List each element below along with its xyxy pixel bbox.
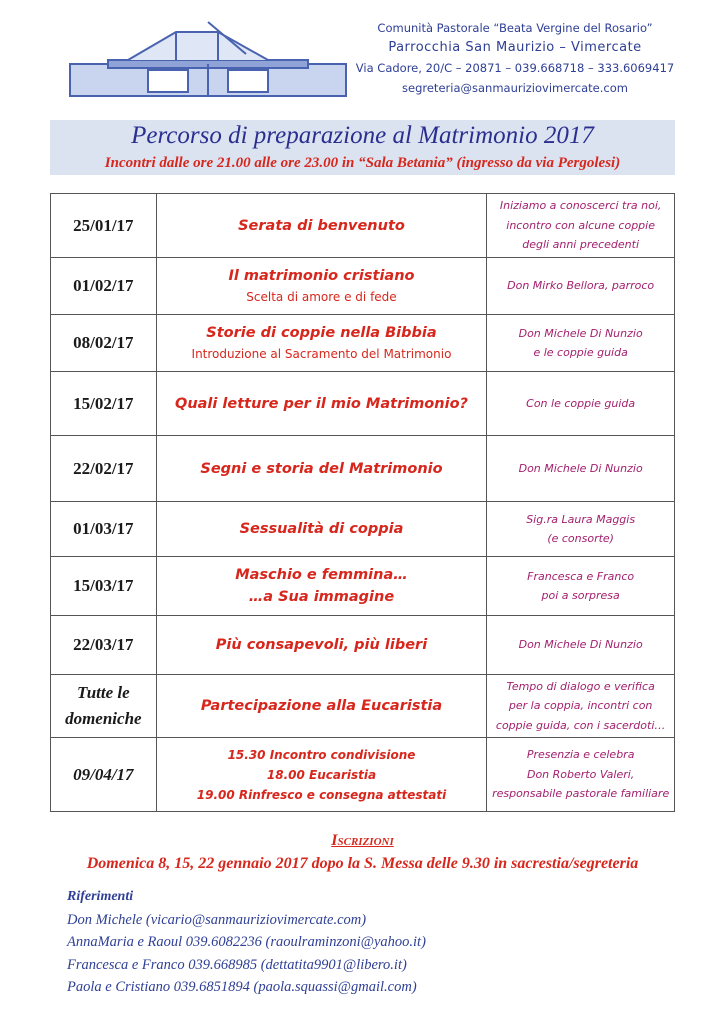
topic-title: Segni e storia del Matrimonio (200, 460, 443, 477)
topic-title: Serata di benvenuto (238, 217, 405, 234)
row-topic (156, 194, 487, 258)
date-line: domeniche (65, 709, 142, 728)
table-row (51, 502, 675, 557)
reference-item[interactable]: Don Michele (vicario@sanmauriziovimercate.com) (67, 911, 367, 928)
program-line: 15.30 Incontro condivisione (227, 747, 416, 762)
topic-title: Quali letture per il mio Matrimonio? (175, 395, 468, 412)
row-speaker (487, 372, 675, 436)
row-topic (156, 315, 487, 372)
row-date: 25/01/17 (51, 194, 157, 258)
row-speaker (487, 315, 675, 372)
speaker-line: incontro con alcune coppie (506, 218, 655, 232)
speaker-line: Don Michele Di Nunzio (518, 326, 643, 340)
speaker-line: responsabile pastorale familiare (492, 787, 670, 801)
parish-address: Via Cadore, 20/C – 20871 – 039.668718 – 333.6069417 (355, 61, 675, 75)
reference-item[interactable]: Paola e Cristiano 039.6851894 (paola.squassi@gmail.com) (67, 979, 417, 995)
table-row (51, 372, 675, 436)
table-row (51, 738, 675, 812)
row-date: 01/02/17 (51, 258, 157, 315)
row-date: 22/02/17 (51, 436, 157, 502)
registration-section (50, 829, 675, 875)
table-row (51, 258, 675, 315)
table-row (51, 315, 675, 372)
row-speaker (487, 258, 675, 315)
row-date: 08/02/17 (51, 315, 157, 372)
row-topic (156, 436, 487, 502)
topic-title: Sessualità di coppia (239, 521, 404, 537)
reference-item[interactable]: Francesca e Franco 039.668985 (dettatita9901@libero.it) (67, 956, 407, 973)
row-speaker (487, 738, 675, 812)
speaker-line: Don Mirko Bellora, parroco (507, 279, 655, 293)
church-logo (68, 14, 348, 100)
row-topic (156, 502, 487, 557)
speaker-line: coppie guida, con i sacerdoti… (495, 718, 666, 732)
table-row (51, 557, 675, 616)
table-row (51, 616, 675, 675)
row-topic (156, 616, 487, 675)
row-speaker (487, 616, 675, 675)
speaker-line: e le coppie guida (533, 346, 628, 359)
speaker-line: degli anni precedenti (522, 238, 640, 252)
speaker-line: (e consorte) (547, 532, 614, 545)
table-row (51, 675, 675, 738)
references-title: Riferimenti (67, 889, 134, 904)
speaker-line: Tempo di dialogo e verifica (506, 679, 655, 693)
row-date: 15/03/17 (51, 557, 157, 616)
program-line: 18.00 Eucaristia (266, 767, 377, 782)
topic-title: Il matrimonio cristiano (228, 268, 415, 284)
topic-title: Maschio e femmina… (235, 567, 408, 583)
speaker-line: Don Roberto Valeri, (526, 767, 635, 781)
speaker-line: Iniziamo a conoscerci tra noi, (499, 199, 662, 213)
speaker-line: poi a sorpresa (541, 589, 620, 602)
row-topic (156, 675, 487, 738)
speaker-line: Don Michele Di Nunzio (518, 461, 643, 475)
reference-item[interactable]: AnnaMaria e Raoul 039.6082236 (raoulraminzoni@yahoo.it) (67, 934, 426, 950)
topic-title-2: …a Sua immagine (248, 589, 395, 605)
row-date: 15/02/17 (51, 372, 157, 436)
topic-subtitle: Introduzione al Sacramento del Matrimonio (191, 347, 452, 361)
speaker-line: Presenzia e celebra (526, 748, 635, 762)
speaker-line: per la coppia, incontri con (508, 699, 653, 713)
speaker-line: Con le coppie guida (526, 396, 636, 410)
row-speaker (487, 436, 675, 502)
registration-text: Domenica 8, 15, 22 gennaio 2017 dopo la S. Messa delle 9.30 in sacrestia/segreteria (86, 855, 639, 872)
topic-subtitle: Scelta di amore e di fede (246, 290, 397, 304)
row-speaker (487, 194, 675, 258)
references-section (67, 886, 677, 999)
row-date: 01/03/17 (51, 502, 157, 557)
program-line: 19.00 Rinfresco e consegna attestati (196, 787, 447, 802)
row-speaker (487, 502, 675, 557)
parish-name: Parrocchia San Maurizio – Vimercate (388, 40, 642, 55)
registration-title: Iscrizioni (331, 832, 394, 849)
table-row (51, 436, 675, 502)
row-speaker (487, 557, 675, 616)
row-speaker (487, 675, 675, 738)
row-date: 22/03/17 (51, 616, 157, 675)
page-title: Percorso di preparazione al Matrimonio 2017 (131, 122, 594, 149)
row-topic (156, 738, 487, 812)
community-name: Comunità Pastorale “Beata Vergine del Rosario” (377, 21, 653, 35)
parish-email[interactable]: segreteria@sanmauriziovimercate.com (402, 81, 628, 95)
parish-header (352, 18, 678, 98)
topic-title: Storie di coppie nella Bibbia (206, 325, 437, 341)
row-topic (156, 372, 487, 436)
topic-title: Partecipazione alla Eucaristia (200, 698, 443, 714)
schedule-table (50, 193, 675, 812)
speaker-line: Don Michele Di Nunzio (518, 638, 643, 652)
page-subtitle: Incontri dalle ore 21.00 alle ore 23.00 in “Sala Betania” (ingresso da via Pergolesi) (104, 155, 621, 171)
date-line: Tutte le (76, 683, 130, 702)
topic-title: Più consapevoli, più liberi (215, 637, 428, 653)
row-topic (156, 258, 487, 315)
row-date: 09/04/17 (51, 738, 157, 812)
row-topic (156, 557, 487, 616)
speaker-line: Sig.ra Laura Maggis (526, 512, 636, 526)
row-date (51, 675, 157, 738)
table-row (51, 194, 675, 258)
speaker-line: Francesca e Franco (527, 569, 635, 583)
